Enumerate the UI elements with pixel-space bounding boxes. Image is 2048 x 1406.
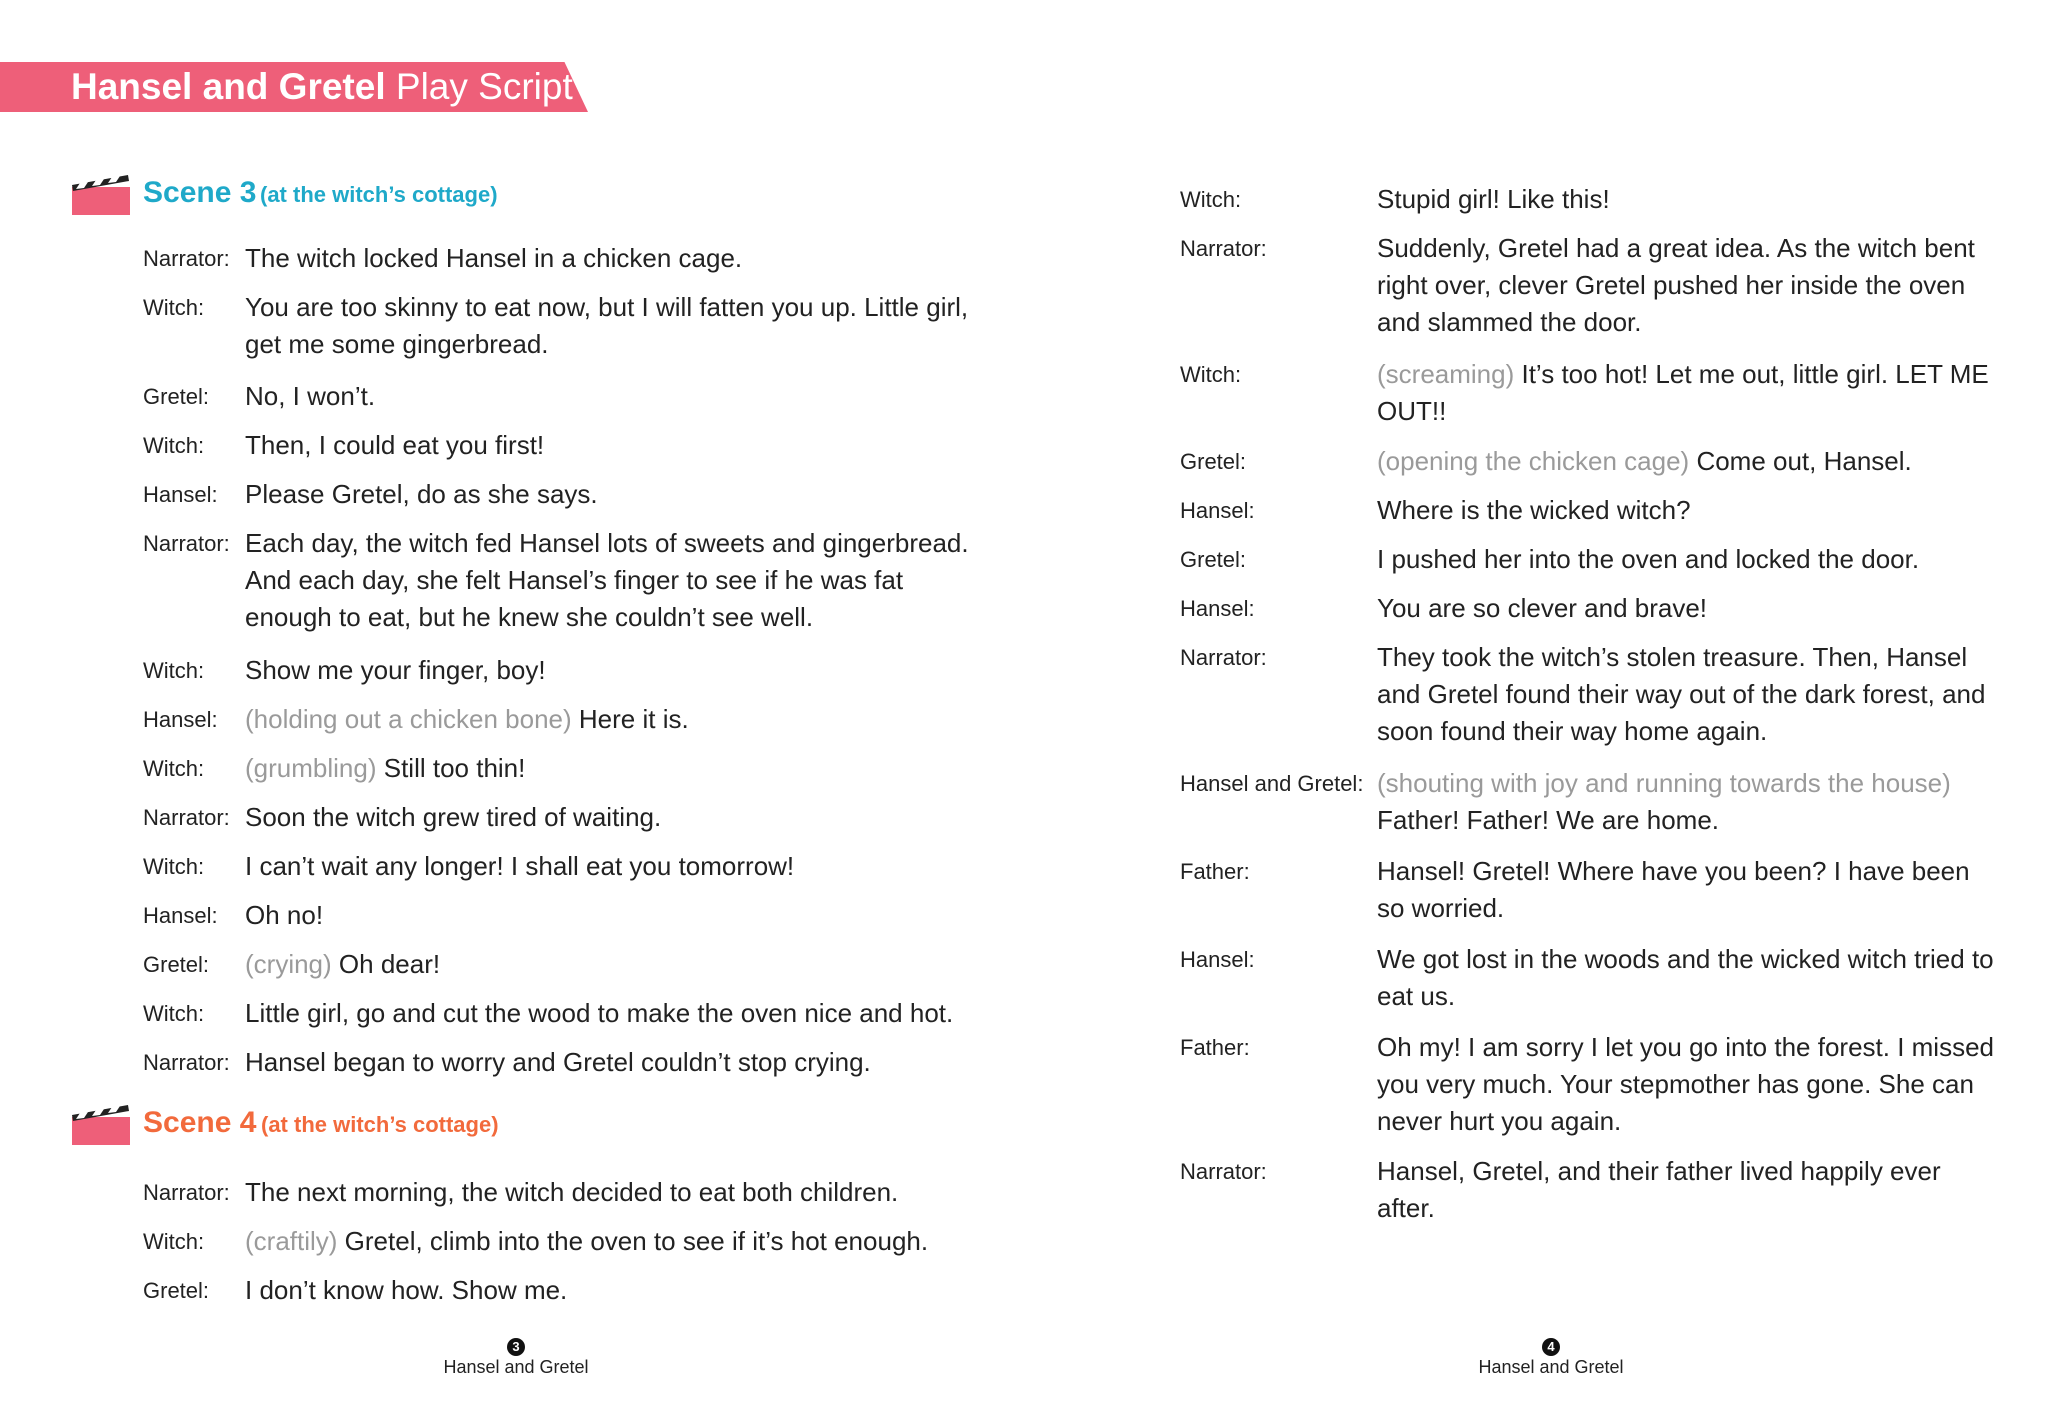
dialogue-text bbox=[245, 897, 975, 934]
dialogue-text bbox=[245, 799, 975, 836]
footer-title: Hansel and Gretel bbox=[443, 1357, 589, 1377]
dialogue-line bbox=[143, 1174, 975, 1211]
dialogue-line bbox=[1180, 1153, 1997, 1227]
spoken-text: I don’t know how. Show me. bbox=[245, 1275, 568, 1305]
dialogue-text bbox=[245, 1174, 975, 1211]
dialogue-text bbox=[245, 750, 975, 787]
speaker-name: Narrator: bbox=[1180, 236, 1267, 261]
dialogue-line bbox=[1180, 765, 1997, 839]
spoken-text: Father! Father! We are home. bbox=[1377, 805, 1719, 835]
scene-3-location: (at the witch’s cottage) bbox=[260, 182, 498, 207]
stage-direction: (crying) bbox=[245, 949, 332, 979]
scene-4-title: Scene 4 bbox=[143, 1106, 257, 1139]
spoken-text: I can’t wait any longer! I shall eat you tomorrow! bbox=[245, 851, 795, 881]
spoken-text: It’s too hot! Let me out, little girl. LET ME OUT!! bbox=[1377, 359, 1989, 426]
stage-direction: (grumbling) bbox=[245, 753, 377, 783]
spoken-text: You are too skinny to eat now, but I will fatten you up. Little girl, get me some gingerbread. bbox=[245, 292, 969, 359]
clapperboard-icon bbox=[72, 1103, 130, 1145]
spoken-text: Soon the witch grew tired of waiting. bbox=[245, 802, 662, 832]
dialogue-line bbox=[1180, 639, 1997, 750]
dialogue-line bbox=[1180, 941, 1997, 1015]
speaker-name: Witch: bbox=[143, 756, 205, 781]
stage-direction: (screaming) bbox=[1377, 359, 1515, 389]
spoken-text: Hansel began to worry and Gretel couldn’t stop crying. bbox=[245, 1047, 871, 1077]
speaker-name: Narrator: bbox=[143, 805, 230, 830]
spoken-text: Please Gretel, do as she says. bbox=[245, 479, 598, 509]
dialogue-line bbox=[1180, 1029, 1997, 1140]
speaker-name: Hansel: bbox=[1180, 498, 1255, 523]
scene-4-location: (at the witch’s cottage) bbox=[261, 1112, 499, 1137]
dialogue-line bbox=[143, 378, 975, 415]
speaker-name: Father: bbox=[1180, 1035, 1250, 1060]
speaker-name: Hansel: bbox=[143, 903, 218, 928]
speaker-name: Hansel: bbox=[143, 707, 218, 732]
spoken-text: Where is the wicked witch? bbox=[1377, 495, 1691, 525]
dialogue-text bbox=[245, 652, 975, 689]
spoken-text: The next morning, the witch decided to eat both children. bbox=[245, 1177, 899, 1207]
clapperboard-icon bbox=[72, 173, 130, 215]
spoken-text: I pushed her into the oven and locked the door. bbox=[1377, 544, 1920, 574]
dialogue-text bbox=[1377, 1029, 1997, 1140]
speaker-name: Hansel and Gretel: bbox=[1180, 771, 1364, 796]
dialogue-line bbox=[143, 848, 975, 885]
speaker-name: Witch: bbox=[143, 295, 205, 320]
dialogue-text bbox=[1377, 590, 1997, 627]
dialogue-line bbox=[143, 427, 975, 464]
dialogue-text bbox=[1377, 230, 1997, 341]
speaker-name: Gretel: bbox=[143, 384, 210, 409]
title-light: Play Script bbox=[395, 66, 573, 107]
dialogue-text bbox=[1377, 541, 1997, 578]
speaker-name: Father: bbox=[1180, 859, 1250, 884]
dialogue-text bbox=[245, 427, 975, 464]
speaker-name: Hansel: bbox=[143, 482, 218, 507]
dialogue-line bbox=[143, 1272, 975, 1309]
speaker-name: Narrator: bbox=[143, 1050, 230, 1075]
dialogue-line bbox=[143, 1044, 975, 1081]
spoken-text: Show me your finger, boy! bbox=[245, 655, 546, 685]
spoken-text: Then, I could eat you first! bbox=[245, 430, 545, 460]
spoken-text: Stupid girl! Like this! bbox=[1377, 184, 1610, 214]
page-number: 4 bbox=[1542, 1338, 1560, 1356]
stage-direction: (shouting with joy and running towards the house) bbox=[1377, 768, 1951, 798]
dialogue-text bbox=[1377, 492, 1997, 529]
dialogue-text bbox=[1377, 1153, 1997, 1227]
spoken-text: They took the witch’s stolen treasure. Then, Hansel and Gretel found their way out of the dark forest, and soon found their way home again. bbox=[1377, 642, 1986, 746]
dialogue-line bbox=[143, 289, 975, 363]
speaker-name: Gretel: bbox=[1180, 449, 1247, 474]
spoken-text: Little girl, go and cut the wood to make the oven nice and hot. bbox=[245, 998, 954, 1028]
dialogue-text bbox=[1377, 181, 1997, 218]
speaker-name: Witch: bbox=[143, 433, 205, 458]
spoken-text: We got lost in the woods and the wicked witch tried to eat us. bbox=[1377, 944, 1994, 1011]
dialogue-text bbox=[245, 946, 975, 983]
title-bold: Hansel and Gretel bbox=[71, 66, 386, 107]
spoken-text: Oh my! I am sorry I let you go into the forest. I missed you very much. Your stepmother has gone. She can never hurt you again. bbox=[1377, 1032, 1995, 1136]
dialogue-text bbox=[1377, 941, 1997, 1015]
footer-left bbox=[416, 1338, 616, 1378]
speaker-name: Narrator: bbox=[143, 531, 230, 556]
dialogue-line bbox=[143, 525, 975, 636]
dialogue-text bbox=[1377, 639, 1997, 750]
speaker-name: Hansel: bbox=[1180, 947, 1255, 972]
speaker-name: Gretel: bbox=[143, 952, 210, 977]
dialogue-line bbox=[143, 995, 975, 1032]
spoken-text: Oh dear! bbox=[338, 949, 441, 979]
speaker-name: Witch: bbox=[143, 658, 205, 683]
dialogue-line bbox=[1180, 590, 1997, 627]
spoken-text: Hansel! Gretel! Where have you been? I have been so worried. bbox=[1377, 856, 1970, 923]
dialogue-text bbox=[245, 848, 975, 885]
stage-direction: (craftily) bbox=[245, 1226, 338, 1256]
speaker-name: Gretel: bbox=[143, 1278, 210, 1303]
spoken-text: Each day, the witch fed Hansel lots of sweets and gingerbread. And each day, she felt Hansel’s finger to see if he was fat enough to eat, but he knew she couldn’t see well. bbox=[245, 528, 969, 632]
speaker-name: Narrator: bbox=[1180, 1159, 1267, 1184]
spoken-text: Oh no! bbox=[245, 900, 324, 930]
dialogue-text bbox=[245, 240, 975, 277]
dialogue-line bbox=[1180, 356, 1997, 430]
speaker-name: Gretel: bbox=[1180, 547, 1247, 572]
dialogue-line bbox=[143, 701, 975, 738]
speaker-name: Witch: bbox=[1180, 187, 1242, 212]
footer-title: Hansel and Gretel bbox=[1478, 1357, 1624, 1377]
dialogue-line bbox=[1180, 181, 1997, 218]
dialogue-text bbox=[245, 289, 975, 363]
footer-right bbox=[1451, 1338, 1651, 1378]
dialogue-line bbox=[143, 1223, 975, 1260]
dialogue-line bbox=[143, 652, 975, 689]
spoken-text: Hansel, Gretel, and their father lived happily ever after. bbox=[1377, 1156, 1941, 1223]
dialogue-line bbox=[1180, 541, 1997, 578]
dialogue-line bbox=[1180, 853, 1997, 927]
dialogue-line bbox=[1180, 230, 1997, 341]
dialogue-line bbox=[143, 799, 975, 836]
dialogue-text bbox=[245, 995, 975, 1032]
dialogue-line bbox=[1180, 492, 1997, 529]
dialogue-line bbox=[143, 897, 975, 934]
dialogue-text bbox=[1377, 443, 1997, 480]
spoken-text: No, I won’t. bbox=[245, 381, 376, 411]
dialogue-line bbox=[1180, 443, 1997, 480]
dialogue-text bbox=[1377, 765, 1997, 839]
dialogue-text bbox=[245, 525, 975, 636]
dialogue-line bbox=[143, 750, 975, 787]
speaker-name: Witch: bbox=[143, 1001, 205, 1026]
speaker-name: Witch: bbox=[143, 854, 205, 879]
dialogue-line bbox=[143, 240, 975, 277]
page-title bbox=[71, 64, 573, 110]
spoken-text: Still too thin! bbox=[383, 753, 526, 783]
speaker-name: Narrator: bbox=[143, 1180, 230, 1205]
page-number: 3 bbox=[507, 1338, 525, 1356]
scene-3-title: Scene 3 bbox=[143, 176, 257, 209]
speaker-name: Hansel: bbox=[1180, 596, 1255, 621]
dialogue-line bbox=[143, 476, 975, 513]
speaker-name: Narrator: bbox=[1180, 645, 1267, 670]
stage-direction: (opening the chicken cage) bbox=[1377, 446, 1690, 476]
dialogue-text bbox=[1377, 853, 1997, 927]
dialogue-text bbox=[245, 378, 975, 415]
spoken-text: Come out, Hansel. bbox=[1696, 446, 1912, 476]
dialogue-text bbox=[245, 1223, 975, 1260]
spoken-text: Here it is. bbox=[578, 704, 689, 734]
dialogue-text bbox=[1377, 356, 1997, 430]
speaker-name: Narrator: bbox=[143, 246, 230, 271]
dialogue-text bbox=[245, 476, 975, 513]
spoken-text: Suddenly, Gretel had a great idea. As the witch bent right over, clever Gretel pushed her inside the oven and slammed the door. bbox=[1377, 233, 1975, 337]
speaker-name: Witch: bbox=[1180, 362, 1242, 387]
stage-direction: (holding out a chicken bone) bbox=[245, 704, 572, 734]
speaker-name: Witch: bbox=[143, 1229, 205, 1254]
dialogue-text bbox=[245, 701, 975, 738]
dialogue-text bbox=[245, 1044, 975, 1081]
dialogue-text bbox=[245, 1272, 975, 1309]
spoken-text: The witch locked Hansel in a chicken cage. bbox=[245, 243, 743, 273]
spoken-text: Gretel, climb into the oven to see if it’s hot enough. bbox=[344, 1226, 929, 1256]
spoken-text: You are so clever and brave! bbox=[1377, 593, 1708, 623]
dialogue-line bbox=[143, 946, 975, 983]
